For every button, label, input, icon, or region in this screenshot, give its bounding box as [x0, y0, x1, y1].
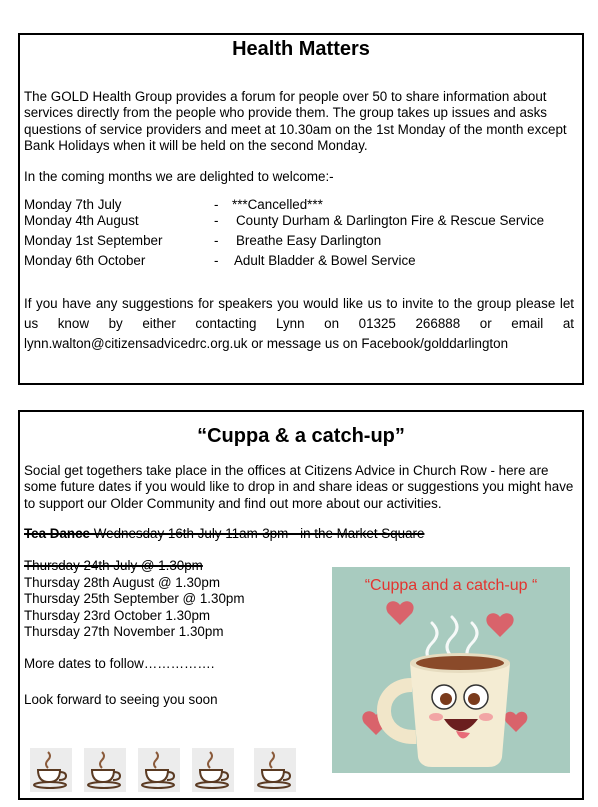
tea-dance-label: Tea Dance: [24, 526, 90, 541]
cup-icon: [192, 748, 234, 792]
cuppa-illustration: [332, 567, 570, 773]
more-dates: More dates to follow…………….: [24, 656, 215, 671]
speaker-schedule: [24, 195, 544, 271]
schedule-speaker: Adult Bladder & Bowel Service: [234, 253, 416, 268]
catchup-date: Thursday 28th August @ 1.30pm: [24, 574, 220, 590]
cancelled-date: Thursday 24th July @ 1.30pm: [24, 558, 203, 573]
closing-line: Look forward to seeing you soon: [24, 692, 218, 707]
schedule-speaker: County Durham & Darlington Fire & Rescue Service: [236, 213, 545, 228]
health-matters-panel: [18, 33, 584, 385]
tea-dance-text: Wednesday 16th July 11am-3pm - in the Market Square: [90, 526, 425, 541]
schedule-date: Monday 7th July: [24, 197, 122, 212]
schedule-date: Monday 6th October: [24, 253, 146, 268]
cup-icon: [84, 748, 126, 792]
health-intro: The GOLD Health Group provides a forum for people over 50 to share information about services directly from the people who provide them. The group takes up issues and asks questions of service providers and meet at 10.30am on the 1st Monday of the month except Bank Holidays when it will be held on the second Monday.: [24, 89, 567, 153]
cuppa-panel: [18, 410, 584, 800]
schedule-row: [24, 231, 544, 251]
health-welcome: In the coming months we are delighted to welcome:-: [24, 169, 334, 184]
schedule-row: [24, 251, 544, 271]
schedule-sep: -: [214, 197, 219, 212]
schedule-speaker: Breathe Easy Darlington: [236, 233, 382, 248]
cup-icon: [138, 748, 180, 792]
schedule-row: [24, 211, 544, 231]
schedule-date: Monday 1st September: [24, 233, 163, 248]
health-matters-title: Health Matters: [232, 38, 370, 60]
schedule-sep: -: [214, 253, 219, 268]
schedule-speaker: ***Cancelled***: [232, 197, 323, 212]
cuppa-title: “Cuppa & a catch-up”: [197, 425, 405, 447]
mug-illustration: [332, 567, 570, 773]
health-suggestions: If you have any suggestions for speakers you would like us to invite to the group please let us know by either contacting Lynn on 01325 266888 or email at lynn.walton@citizensadvicedrc.org.uk or message us on Facebook/golddarlington: [24, 296, 574, 351]
tea-dance-line: [24, 526, 424, 543]
schedule-sep: -: [214, 213, 219, 228]
cup-icon: [254, 748, 296, 792]
schedule-sep: -: [214, 233, 219, 248]
cup-icon-row: [30, 748, 300, 794]
cup-icon: [30, 748, 72, 792]
schedule-date: Monday 4th August: [24, 213, 139, 228]
illustration-caption: “Cuppa and a catch-up “: [364, 577, 538, 594]
catchup-date: Thursday 25th September @ 1.30pm: [24, 591, 245, 606]
cuppa-intro: Social get togethers take place in the offices at Citizens Advice in Church Row - here are some future dates if you would like to drop in and share ideas or suggestions you might have to support our Older Community and find out more about our activities.: [24, 463, 574, 511]
catchup-date: Thursday 23rd October 1.30pm: [24, 607, 211, 623]
catchup-date: Thursday 27th November 1.30pm: [24, 624, 224, 639]
catchup-dates: [24, 558, 245, 641]
